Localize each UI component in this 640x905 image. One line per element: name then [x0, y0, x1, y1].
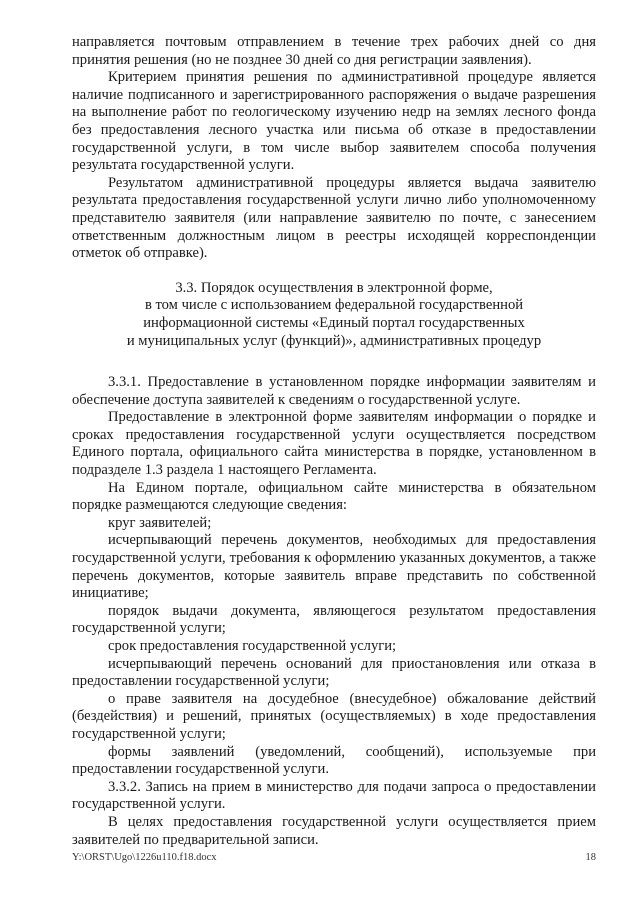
paragraph: 3.3.1. Предоставление в установленном порядке информации заявителям и обеспечение доступа заявителей к сведениям о государственной услуге.	[72, 374, 596, 408]
paragraph: 3.3.2. Запись на прием в министерство для подачи запроса о предоставлении государственной услуги.	[72, 778, 596, 813]
list-item: круг заявителей;	[108, 514, 212, 531]
heading-line: информационной системы «Единый портал государственных	[143, 314, 525, 331]
list-item: срок предоставления государственной услуги;	[108, 638, 397, 654]
paragraph: Критерием принятия решения по административной процедуре является наличие подписанного и зарегистрированного распоряжения о выдаче разрешения на выполнение работ по геологическому изучению недр на землях лесного фонда без предоставления лесного участка или письма об отказе в предоставлении государственной услуги, в том числе выбор заявителем способа получения результата государственной услуги.	[72, 69, 596, 174]
paragraph: направляется почтовым отправлением в течение трех рабочих дней со дня принятия решения (но не позднее 30 дней со дня регистрации заявления).	[72, 34, 596, 68]
heading-line: 3.3. Порядок осуществления в электронной форме,	[175, 279, 493, 296]
list-item: исчерпывающий перечень документов, необходимых для предоставления государственной услуги, требования к оформлению указанных документов, а также перечень документов, которые заявитель вправе представить по собственной инициативе;	[72, 532, 596, 602]
document-body	[72, 34, 596, 849]
footer-file-path: Y:\ORST\Ugo\1226u110.f18.docx	[72, 852, 217, 863]
list-item: исчерпывающий перечень оснований для приостановления или отказа в предоставлении государственной услуги;	[72, 655, 596, 690]
paragraph: Результатом административной процедуры является выдача заявителю результата предоставления государственной услуги лично либо уполномоченному представителю заявителя (или направление заявителю по почте, с занесением ответственным должностным лицом в реестры исходящей корреспонденции отметок об отправке).	[72, 174, 596, 262]
section-heading	[72, 280, 596, 350]
heading-line: в том числе с использованием федеральной государственной	[144, 297, 524, 314]
list-item: порядок выдачи документа, являющегося результатом предоставления государственной услуги;	[72, 602, 596, 637]
paragraph: Предоставление в электронной форме заявителям информации о порядке и сроках предоставления государственной услуги осуществляется посредством Единого портала, официального сайта министерства в порядке, установленном в подразделе 1.3 раздела 1 настоящего Регламента.	[72, 409, 596, 479]
list-item: формы заявлений (уведомлений, сообщений), используемые при предоставлении государственной услуги.	[72, 743, 596, 778]
heading-line: и муниципальных услуг (функций)», административных процедур	[126, 332, 542, 349]
list-item: о праве заявителя на досудебное (внесудебное) обжалование действий (бездействия) и решений, принятых (осуществляемых) в ходе предоставления государственной услуги;	[72, 690, 596, 742]
paragraph: В целях предоставления государственной услуги осуществляется прием заявителей по предварительной записи.	[72, 813, 596, 848]
paragraph: На Едином портале, официальном сайте министерства в обязательном порядке размещаются следующие сведения:	[72, 479, 596, 514]
footer-page-number: 18	[585, 852, 596, 863]
